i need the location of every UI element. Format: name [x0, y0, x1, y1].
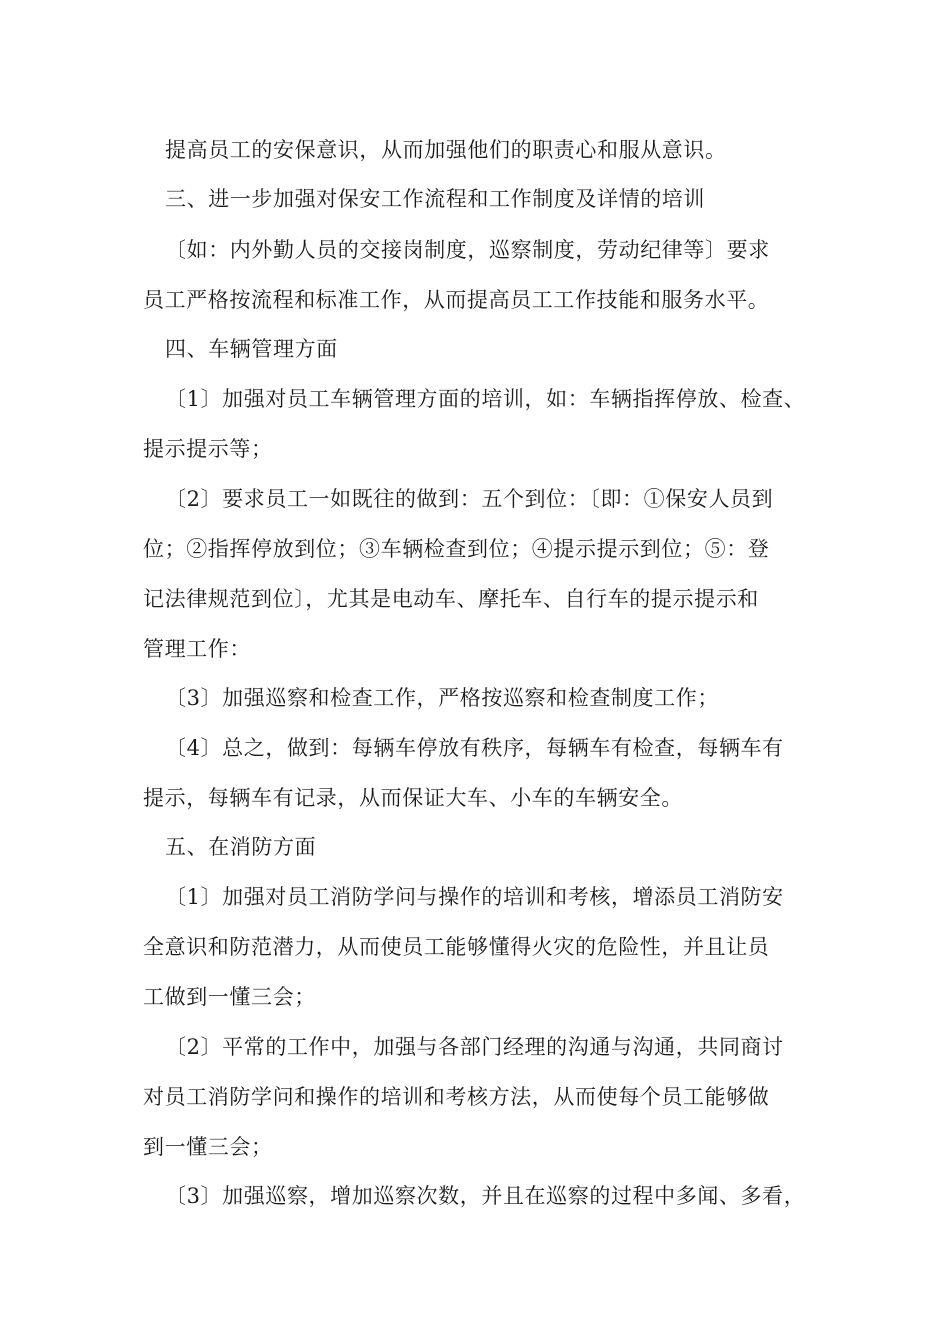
paragraph-line: 管理工作：	[143, 637, 251, 661]
paragraph-line: 〔如：内外勤人员的交接岗制度，巡察制度，劳动纪律等〕要求	[165, 238, 770, 262]
section-heading: 四、车辆管理方面	[165, 337, 338, 361]
paragraph-line: 位；②指挥停放到位；③车辆检查到位；④提示提示到位；⑤：登	[143, 537, 770, 561]
paragraph-line: 〔2〕平常的工作中，加强与各部门经理的沟通与沟通，共同商讨	[165, 1035, 784, 1059]
paragraph-line: 〔2〕要求员工一如既往的做到：五个到位：〔即：①保安人员到	[165, 487, 774, 511]
paragraph-line: 〔3〕加强巡察和检查工作，严格按巡察和检查制度工作；	[165, 686, 719, 710]
paragraph-line: 对员工消防学问和操作的培训和考核方法，从而使每个员工能够做	[143, 1085, 770, 1109]
paragraph-line: 〔3〕加强巡察，增加巡察次数，并且在巡察的过程中多闻、多看，	[165, 1184, 806, 1208]
paragraph-line: 全意识和防范潜力，从而使员工能够懂得火灾的危险性，并且让员	[143, 935, 770, 959]
paragraph-line: 〔1〕加强对员工消防学问与操作的培训和考核，增添员工消防安	[165, 885, 784, 909]
paragraph-line: 记法律规范到位〕，尤其是电动车、摩托车、自行车的提示提示和	[143, 587, 759, 611]
paragraph-line: 〔1〕加强对员工车辆管理方面的培训，如：车辆指挥停放、检查、	[165, 387, 806, 411]
paragraph-line: 提示，每辆车有记录，从而保证大车、小车的车辆安全。	[143, 786, 683, 810]
paragraph-line: 提高员工的安保意识，从而加强他们的职责心和服从意识。	[165, 138, 727, 162]
paragraph-line: 到一懂三会；	[143, 1135, 273, 1159]
paragraph-line: 〔4〕总之，做到：每辆车停放有秩序，每辆车有检查，每辆车有	[165, 736, 784, 760]
paragraph-line: 提示提示等；	[143, 437, 273, 461]
section-heading: 五、在消防方面	[165, 835, 317, 859]
section-heading: 三、进一步加强对保安工作流程和工作制度及详情的培训	[165, 187, 705, 211]
paragraph-line: 员工严格按流程和标准工作，从而提高员工工作技能和服务水平。	[143, 288, 770, 312]
paragraph-line: 工做到一懂三会；	[143, 985, 316, 1009]
